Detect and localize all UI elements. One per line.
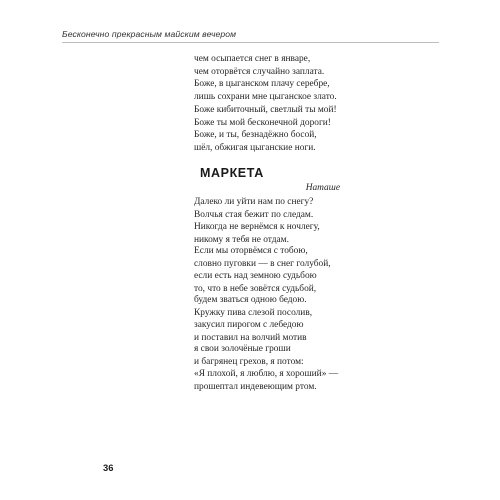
poem-line: и поставил на волчий мотив [194,332,307,343]
header-rule [62,42,439,43]
poem-line: Волчья стая бежит по следам. [194,209,314,220]
poem-line: Боже кибиточный, светлый ты мой! [194,105,337,115]
poem-line: чем осыпается снег в январе, [194,54,311,64]
poem-line: Боже, и ты, безнадёжно босой, [194,130,317,141]
page-number: 36 [103,462,114,473]
poem-line: Кружку пива слезой посолив, [194,307,313,318]
poem-line: Боже ты мой бесконечной дороги! [194,117,331,128]
poem-line: «Я плохой, я люблю, я хороший» — [194,369,339,380]
stanza [194,196,404,246]
poem-line: прошептал индевеющим ртом. [194,381,317,392]
poem-line: никому я тебя не отдам. [194,234,289,245]
poem-line: Боже, в цыганском плачу серебре, [194,79,330,90]
stanza [194,245,404,295]
poem-title: МАРКЕТА [200,166,264,180]
poem-line: чем оторвётся случайно заплата. [194,66,325,77]
stanza [194,343,404,393]
poem-line: Никогда не вернёмся к ночлегу, [194,222,320,233]
poem-line: если есть над земною судьбою [194,271,317,282]
stanza [194,294,404,344]
poem-line: лишь сохрани мне цыганское злато. [194,91,337,102]
running-header: Бесконечно прекрасным майским вечером [62,29,237,39]
poem-line: то, что в небе зовётся судьбой, [194,283,317,294]
poem-line: я свои золочёные гроши [194,344,291,354]
poem-line: шёл, обжигая цыганские ноги. [194,142,316,153]
stanza [194,104,404,154]
poem-line: словно пуговки — в снег голубой, [194,258,331,269]
stanza [194,53,404,103]
poem-line: Далеко ли уйти нам по снегу? [194,197,314,207]
dedication: Наташе [305,183,340,193]
poem-line: Если мы оторвёмся с тобою, [194,246,308,256]
poem-line: закусил пирогом с лебедою [194,320,304,331]
poem-line: будем зваться одною бедою. [194,295,307,305]
poem-line: и багрянец грехов, я потом: [194,356,304,367]
